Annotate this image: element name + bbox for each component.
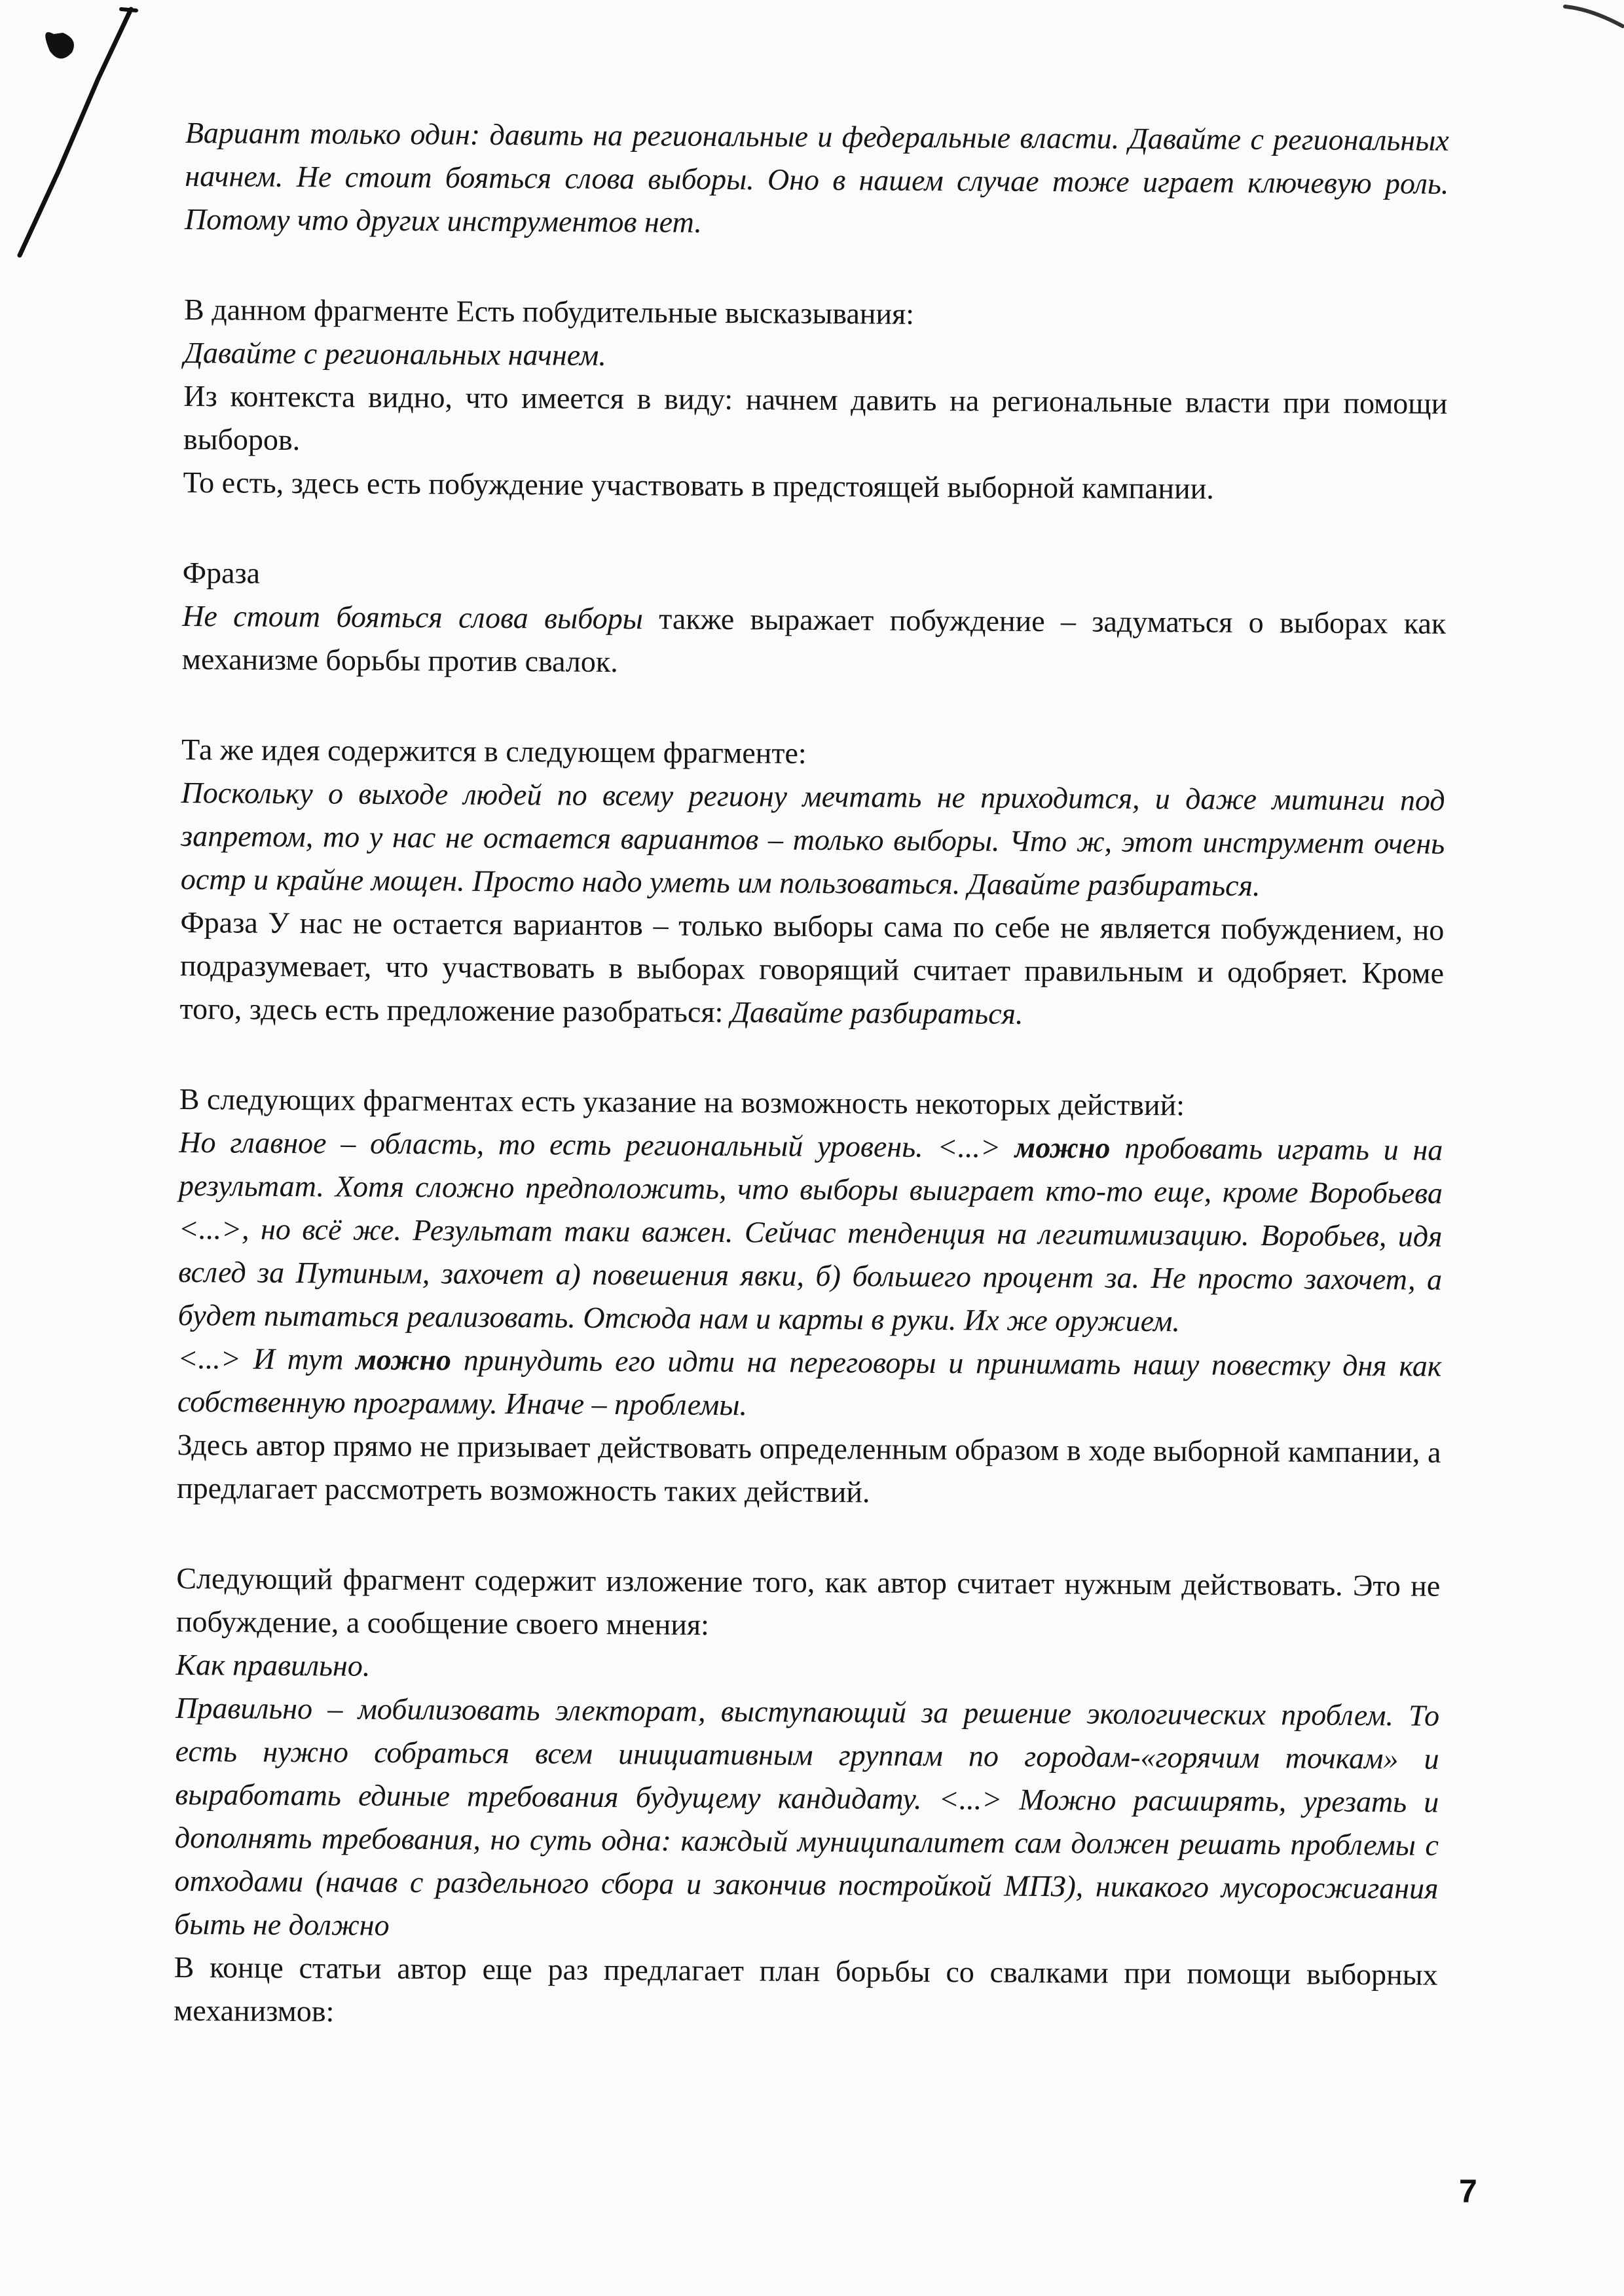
document-body xyxy=(174,111,1449,2040)
paragraph xyxy=(183,461,1447,512)
quoted-text: Не стоит бояться слова выборы xyxy=(182,598,644,636)
paragraph xyxy=(179,901,1444,1038)
paragraph xyxy=(183,374,1448,469)
paragraph-gap xyxy=(184,241,1448,296)
paragraph xyxy=(178,1121,1443,1345)
body-text: Из контекста видно, что имеется в виду: начнем давить на региональные власти при помощи выборов. xyxy=(183,378,1448,457)
quoted-text: Как правильно. xyxy=(175,1647,371,1683)
quoted-text: Правильно – мобилизовать электорат, выступающий за решение экологических проблем. То есть нужно собраться всем инициативным группам по городам-«горячим точкам» и выработать единые требования будущему кандидату. <...> Можно расширять, урезать и дополнять требования, но суть одна: каждый муниципалитет сам должен решать проблемы с отходами (начав с раздельного сбора и закончив постройкой МПЗ), никакого мусоросжигания быть не должно xyxy=(174,1690,1440,1942)
paragraph xyxy=(182,594,1447,689)
quoted-text: можно xyxy=(356,1342,452,1377)
body-text: Фраза xyxy=(182,555,261,590)
quoted-text: можно xyxy=(1014,1130,1111,1165)
paragraph-gap xyxy=(181,681,1445,736)
paragraph-gap xyxy=(183,504,1447,559)
body-text: Та же идея содержится в следующем фрагменте: xyxy=(181,732,807,770)
paragraph xyxy=(185,111,1449,249)
paragraph xyxy=(182,551,1446,602)
body-text: В конце статьи автор еще раз предлагает план борьбы со свалками при помощи выборных механизмов: xyxy=(174,1950,1438,2028)
paragraph xyxy=(174,1946,1438,2040)
quoted-text: <...> И тут xyxy=(177,1341,356,1376)
body-text: Здесь автор прямо не призывает действовать определенным образом в ходе выборной кампании, а предлагает рассмотреть возможность таких действий. xyxy=(177,1427,1441,1509)
pen-mark xyxy=(0,0,170,275)
paragraph xyxy=(179,1078,1443,1129)
body-text: То есть, здесь есть побуждение участвовать в предстоящей выборной кампании. xyxy=(183,465,1214,505)
paragraph xyxy=(176,1557,1441,1651)
paragraph-gap xyxy=(177,1510,1441,1565)
body-text: Следующий фрагмент содержит изложение того, как автор считает нужным действовать. Это не побуждение, а сообщение своего мнения: xyxy=(175,1561,1441,1641)
quoted-text: пробовать играть и на результат. Хотя сложно предположить, что выборы выиграет кто-то еще, кроме Воробьева <...>, но всё же. Результат таки важен. Сейчас тенденция на легитимизацию. Воробьев, идя вслед за Путиным, захочет а) повешения явки, б) большего процент за. Не просто захочет, а будет пытаться реализовать. Отсюда нам и карты в руки. Их же оружием. xyxy=(177,1131,1443,1338)
quoted-text: Давайте с региональных начнем. xyxy=(183,335,607,372)
body-text: Фраза У нас не остается вариантов – только выборы сама по себе не является побуждением, но подразумевает, что участвовать в выборах говорящий считает правильным и одобряет. Кроме того, здесь есть предложение разобраться: xyxy=(179,905,1445,1029)
paragraph xyxy=(177,1423,1441,1518)
quoted-text: принудить его идти на переговоры и принимать нашу повестку дня как собственную программу. Иначе – проблемы. xyxy=(177,1343,1442,1422)
quoted-text: Но главное – область, то есть региональный уровень. <...> xyxy=(179,1125,1015,1164)
paragraph xyxy=(177,1337,1442,1431)
paragraph xyxy=(181,771,1445,909)
paragraph xyxy=(184,288,1448,339)
quoted-text: Давайте разбираться. xyxy=(730,995,1024,1030)
quoted-text: Поскольку о выходе людей по всему региону мечтать не приходится, и даже митинги под запретом, то у нас не остается вариантов – только выборы. Что ж, этот инструмент очень остр и крайне мощен. Просто надо уметь им пользоваться. Давайте разбираться. xyxy=(180,775,1445,903)
quoted-text: Вариант только один: давить на региональные и федеральные власти. Давайте с региональных начнем. Не стоит бояться слова выборы. Оно в нашем случае тоже играет ключевую роль. Потому что других инструментов нет. xyxy=(184,115,1449,239)
paragraph xyxy=(174,1686,1439,1954)
body-text: В данном фрагменте Есть побудительные высказывания: xyxy=(183,292,915,331)
corner-mark xyxy=(1552,0,1624,39)
body-text: также выражает побуждение – задуматься о выборах как механизме борьбы против свалок. xyxy=(181,602,1447,679)
paragraph xyxy=(181,728,1445,779)
page-number: 7 xyxy=(1459,2173,1477,2210)
body-text: В следующих фрагментах есть указание на возможность некоторых действий: xyxy=(179,1082,1185,1122)
paragraph xyxy=(175,1643,1439,1694)
paragraph xyxy=(184,331,1448,382)
paragraph-gap xyxy=(179,1030,1443,1085)
